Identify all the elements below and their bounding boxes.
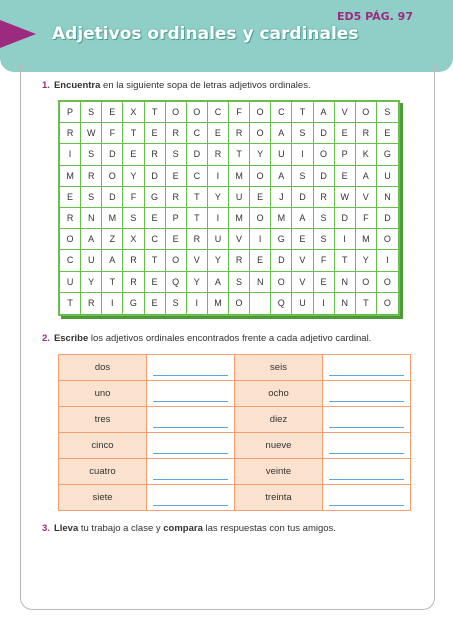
letter-cell: S bbox=[166, 293, 187, 314]
letter-cell: D bbox=[377, 208, 398, 229]
letter-cell: O bbox=[250, 102, 271, 123]
letter-cell: R bbox=[166, 187, 187, 208]
letter-cell: T bbox=[187, 208, 208, 229]
letter-cell: F bbox=[123, 187, 144, 208]
letter-cell: N bbox=[335, 293, 356, 314]
answer-line bbox=[153, 437, 228, 454]
answer-line bbox=[329, 411, 404, 428]
letter-cell: D bbox=[314, 123, 335, 144]
letter-cell: D bbox=[102, 144, 123, 165]
answer-blank[interactable] bbox=[323, 459, 411, 485]
cardinal-word: ocho bbox=[235, 381, 323, 407]
letter-cell: T bbox=[229, 144, 250, 165]
letter-cell: F bbox=[356, 208, 377, 229]
letter-cell: R bbox=[123, 272, 144, 293]
letter-cell: E bbox=[208, 123, 229, 144]
letter-cell: D bbox=[187, 144, 208, 165]
letter-cell: E bbox=[60, 187, 81, 208]
letter-cell: R bbox=[208, 144, 229, 165]
letter-cell: R bbox=[166, 123, 187, 144]
instruction-text: en la siguiente sopa de letras adjetivos ordinales. bbox=[100, 80, 311, 91]
letter-cell: O bbox=[271, 272, 292, 293]
letter-cell: O bbox=[166, 102, 187, 123]
instruction-number: 3. bbox=[42, 523, 50, 534]
answer-line bbox=[329, 385, 404, 402]
answer-blank[interactable] bbox=[147, 459, 235, 485]
letter-cell: E bbox=[145, 208, 166, 229]
letter-cell: K bbox=[356, 144, 377, 165]
letter-cell: F bbox=[229, 102, 250, 123]
letter-cell: Y bbox=[208, 187, 229, 208]
letter-cell: M bbox=[271, 208, 292, 229]
letter-cell: G bbox=[145, 187, 166, 208]
cardinal-word: diez bbox=[235, 407, 323, 433]
answer-line bbox=[329, 437, 404, 454]
letter-cell: P bbox=[60, 102, 81, 123]
answer-blank[interactable] bbox=[323, 355, 411, 381]
letter-cell: R bbox=[60, 123, 81, 144]
letter-cell: I bbox=[292, 144, 313, 165]
letter-cell: O bbox=[229, 293, 250, 314]
letter-cell: D bbox=[102, 187, 123, 208]
cardinal-word: nueve bbox=[235, 433, 323, 459]
letter-cell: A bbox=[356, 166, 377, 187]
letter-cell: E bbox=[250, 250, 271, 271]
letter-cell: V bbox=[335, 102, 356, 123]
letter-cell: S bbox=[292, 123, 313, 144]
answer-line bbox=[153, 359, 228, 376]
letter-cell: U bbox=[229, 187, 250, 208]
letter-cell: A bbox=[292, 208, 313, 229]
answer-blank[interactable] bbox=[147, 433, 235, 459]
letter-cell: M bbox=[229, 166, 250, 187]
letter-cell: V bbox=[187, 250, 208, 271]
answer-blank[interactable] bbox=[147, 485, 235, 511]
instruction-verb: Escribe bbox=[53, 333, 89, 344]
letter-cell: U bbox=[377, 166, 398, 187]
letter-cell: T bbox=[145, 250, 166, 271]
instruction-text: tu trabajo a clase y bbox=[78, 523, 164, 534]
letter-cell: R bbox=[60, 208, 81, 229]
letter-cell: N bbox=[250, 272, 271, 293]
letter-cell: D bbox=[292, 187, 313, 208]
letter-cell: R bbox=[81, 293, 102, 314]
letter-cell: A bbox=[271, 166, 292, 187]
letter-cell: P bbox=[335, 144, 356, 165]
letter-cell: O bbox=[356, 102, 377, 123]
letter-cell: E bbox=[166, 166, 187, 187]
letter-cell: E bbox=[123, 144, 144, 165]
answer-blank[interactable] bbox=[147, 355, 235, 381]
letter-cell: D bbox=[145, 166, 166, 187]
letter-cell: T bbox=[60, 293, 81, 314]
letter-cell: N bbox=[81, 208, 102, 229]
letter-cell: P bbox=[166, 208, 187, 229]
answer-blank[interactable] bbox=[323, 485, 411, 511]
answer-line bbox=[329, 359, 404, 376]
table-row bbox=[59, 355, 411, 381]
table-row bbox=[59, 381, 411, 407]
table-row bbox=[59, 459, 411, 485]
letter-cell: C bbox=[60, 250, 81, 271]
letter-cell: Q bbox=[271, 293, 292, 314]
letter-cell: O bbox=[377, 272, 398, 293]
letter-cell: D bbox=[314, 166, 335, 187]
letter-cell: R bbox=[356, 123, 377, 144]
answer-table bbox=[58, 354, 411, 511]
letter-cell: A bbox=[102, 250, 123, 271]
instruction-1 bbox=[42, 80, 311, 91]
cardinal-word: cinco bbox=[59, 433, 147, 459]
letter-cell: E bbox=[166, 229, 187, 250]
letter-cell: Y bbox=[356, 250, 377, 271]
answer-blank[interactable] bbox=[147, 407, 235, 433]
letter-cell: R bbox=[187, 229, 208, 250]
letter-cell: G bbox=[123, 293, 144, 314]
letter-cell: C bbox=[187, 123, 208, 144]
letter-cell: I bbox=[377, 250, 398, 271]
letter-cell: W bbox=[81, 123, 102, 144]
letter-cell: U bbox=[271, 144, 292, 165]
letter-cell: Y bbox=[208, 250, 229, 271]
letter-cell: E bbox=[250, 187, 271, 208]
letter-cell: O bbox=[102, 166, 123, 187]
answer-line bbox=[153, 489, 228, 506]
table-row bbox=[59, 407, 411, 433]
letter-cell: I bbox=[335, 229, 356, 250]
letter-cell: S bbox=[292, 166, 313, 187]
letter-cell: O bbox=[166, 250, 187, 271]
letter-cell: O bbox=[60, 229, 81, 250]
letter-cell: I bbox=[208, 166, 229, 187]
letter-cell: O bbox=[377, 229, 398, 250]
letter-cell: N bbox=[335, 272, 356, 293]
letter-cell: M bbox=[208, 293, 229, 314]
instruction-number: 1. bbox=[42, 80, 50, 91]
instruction-verb: Encuentra bbox=[53, 80, 101, 91]
letter-cell: T bbox=[356, 293, 377, 314]
letter-cell: O bbox=[250, 123, 271, 144]
letter-cell: S bbox=[166, 144, 187, 165]
letter-cell: U bbox=[292, 293, 313, 314]
letter-cell: Y bbox=[250, 144, 271, 165]
letter-cell: U bbox=[60, 272, 81, 293]
letter-cell: E bbox=[335, 166, 356, 187]
cardinal-word: veinte bbox=[235, 459, 323, 485]
letter-cell: R bbox=[229, 250, 250, 271]
instruction-text: las respuestas con tus amigos. bbox=[202, 523, 336, 534]
letter-cell: F bbox=[314, 250, 335, 271]
letter-cell: R bbox=[145, 144, 166, 165]
letter-cell: R bbox=[81, 166, 102, 187]
letter-cell: M bbox=[60, 166, 81, 187]
letter-cell: A bbox=[314, 102, 335, 123]
letter-cell: I bbox=[60, 144, 81, 165]
letter-cell: D bbox=[335, 208, 356, 229]
letter-cell: E bbox=[335, 123, 356, 144]
letter-cell bbox=[250, 293, 271, 314]
letter-cell: S bbox=[314, 229, 335, 250]
letter-cell: V bbox=[229, 229, 250, 250]
letter-cell: S bbox=[81, 187, 102, 208]
letter-cell: E bbox=[377, 123, 398, 144]
answer-blank[interactable] bbox=[323, 381, 411, 407]
answer-line bbox=[153, 463, 228, 480]
letter-cell: V bbox=[292, 250, 313, 271]
letter-cell: T bbox=[145, 102, 166, 123]
letter-cell: E bbox=[292, 229, 313, 250]
letter-cell: W bbox=[335, 187, 356, 208]
answer-line bbox=[153, 385, 228, 402]
letter-cell: Y bbox=[81, 272, 102, 293]
letter-cell: S bbox=[229, 272, 250, 293]
table-row bbox=[59, 433, 411, 459]
instruction-text: los adjetivos ordinales encontrados frente a cada adjetivo cardinal. bbox=[88, 333, 372, 344]
letter-cell: E bbox=[314, 272, 335, 293]
letter-cell: M bbox=[229, 208, 250, 229]
letter-cell: T bbox=[123, 123, 144, 144]
letter-cell: S bbox=[123, 208, 144, 229]
letter-cell: T bbox=[335, 250, 356, 271]
letter-cell: A bbox=[208, 272, 229, 293]
letter-cell: R bbox=[123, 250, 144, 271]
letter-cell: S bbox=[314, 208, 335, 229]
letter-cell: D bbox=[271, 250, 292, 271]
cardinal-word: seis bbox=[235, 355, 323, 381]
instruction-number: 2. bbox=[42, 333, 50, 344]
cardinal-word: treinta bbox=[235, 485, 323, 511]
cardinal-word: siete bbox=[59, 485, 147, 511]
letter-cell: E bbox=[145, 272, 166, 293]
letter-cell: U bbox=[81, 250, 102, 271]
page-reference: ED5 PÁG. 97 bbox=[336, 10, 413, 23]
letter-cell: G bbox=[377, 144, 398, 165]
cardinal-word: tres bbox=[59, 407, 147, 433]
answer-blank[interactable] bbox=[323, 433, 411, 459]
letter-cell: Y bbox=[187, 272, 208, 293]
letter-cell: M bbox=[356, 229, 377, 250]
letter-cell: U bbox=[208, 229, 229, 250]
letter-cell: V bbox=[292, 272, 313, 293]
letter-cell: V bbox=[356, 187, 377, 208]
letter-cell: X bbox=[123, 102, 144, 123]
answer-line bbox=[329, 463, 404, 480]
letter-cell: A bbox=[81, 229, 102, 250]
letter-cell: E bbox=[145, 293, 166, 314]
letter-cell: I bbox=[314, 293, 335, 314]
letter-cell: T bbox=[102, 272, 123, 293]
letter-cell: O bbox=[314, 144, 335, 165]
letter-cell: I bbox=[102, 293, 123, 314]
letter-cell: Z bbox=[102, 229, 123, 250]
instruction-2 bbox=[42, 333, 371, 344]
table-row bbox=[59, 485, 411, 511]
word-search-grid bbox=[58, 100, 400, 316]
letter-cell: C bbox=[208, 102, 229, 123]
letter-cell: A bbox=[271, 123, 292, 144]
letter-cell: R bbox=[229, 123, 250, 144]
letter-cell: N bbox=[377, 187, 398, 208]
letter-cell: I bbox=[208, 208, 229, 229]
letter-cell: S bbox=[377, 102, 398, 123]
letter-cell: C bbox=[187, 166, 208, 187]
letter-cell: E bbox=[145, 123, 166, 144]
instruction-3 bbox=[42, 523, 336, 534]
letter-cell: O bbox=[250, 166, 271, 187]
letter-cell: X bbox=[123, 229, 144, 250]
letter-cell: O bbox=[187, 102, 208, 123]
answer-line bbox=[329, 489, 404, 506]
instruction-verb: Lleva bbox=[53, 523, 79, 534]
letter-cell: G bbox=[271, 229, 292, 250]
letter-cell: F bbox=[102, 123, 123, 144]
header-tab-marker bbox=[0, 20, 36, 48]
cardinal-word: dos bbox=[59, 355, 147, 381]
letter-cell: T bbox=[187, 187, 208, 208]
letter-cell: J bbox=[271, 187, 292, 208]
letter-cell: O bbox=[383, 298, 391, 309]
letter-cell: Q bbox=[166, 272, 187, 293]
letter-cell: I bbox=[187, 293, 208, 314]
letter-cell: C bbox=[271, 102, 292, 123]
answer-blank[interactable] bbox=[147, 381, 235, 407]
letter-cell: O bbox=[356, 272, 377, 293]
letter-cell: M bbox=[102, 208, 123, 229]
letter-cell: S bbox=[81, 102, 102, 123]
letter-cell: Y bbox=[123, 166, 144, 187]
page-title: Adjetivos ordinales y cardinales bbox=[52, 24, 359, 44]
letter-cell: I bbox=[250, 229, 271, 250]
letter-cell: R bbox=[314, 187, 335, 208]
letter-cell: E bbox=[102, 102, 123, 123]
instruction-verb: compara bbox=[163, 523, 203, 534]
cardinal-word: uno bbox=[59, 381, 147, 407]
letter-cell: S bbox=[81, 144, 102, 165]
letter-cell: O bbox=[250, 208, 271, 229]
letter-cell: T bbox=[292, 102, 313, 123]
letter-cell: C bbox=[145, 229, 166, 250]
cardinal-word: cuatro bbox=[59, 459, 147, 485]
answer-line bbox=[153, 411, 228, 428]
answer-blank[interactable] bbox=[323, 407, 411, 433]
